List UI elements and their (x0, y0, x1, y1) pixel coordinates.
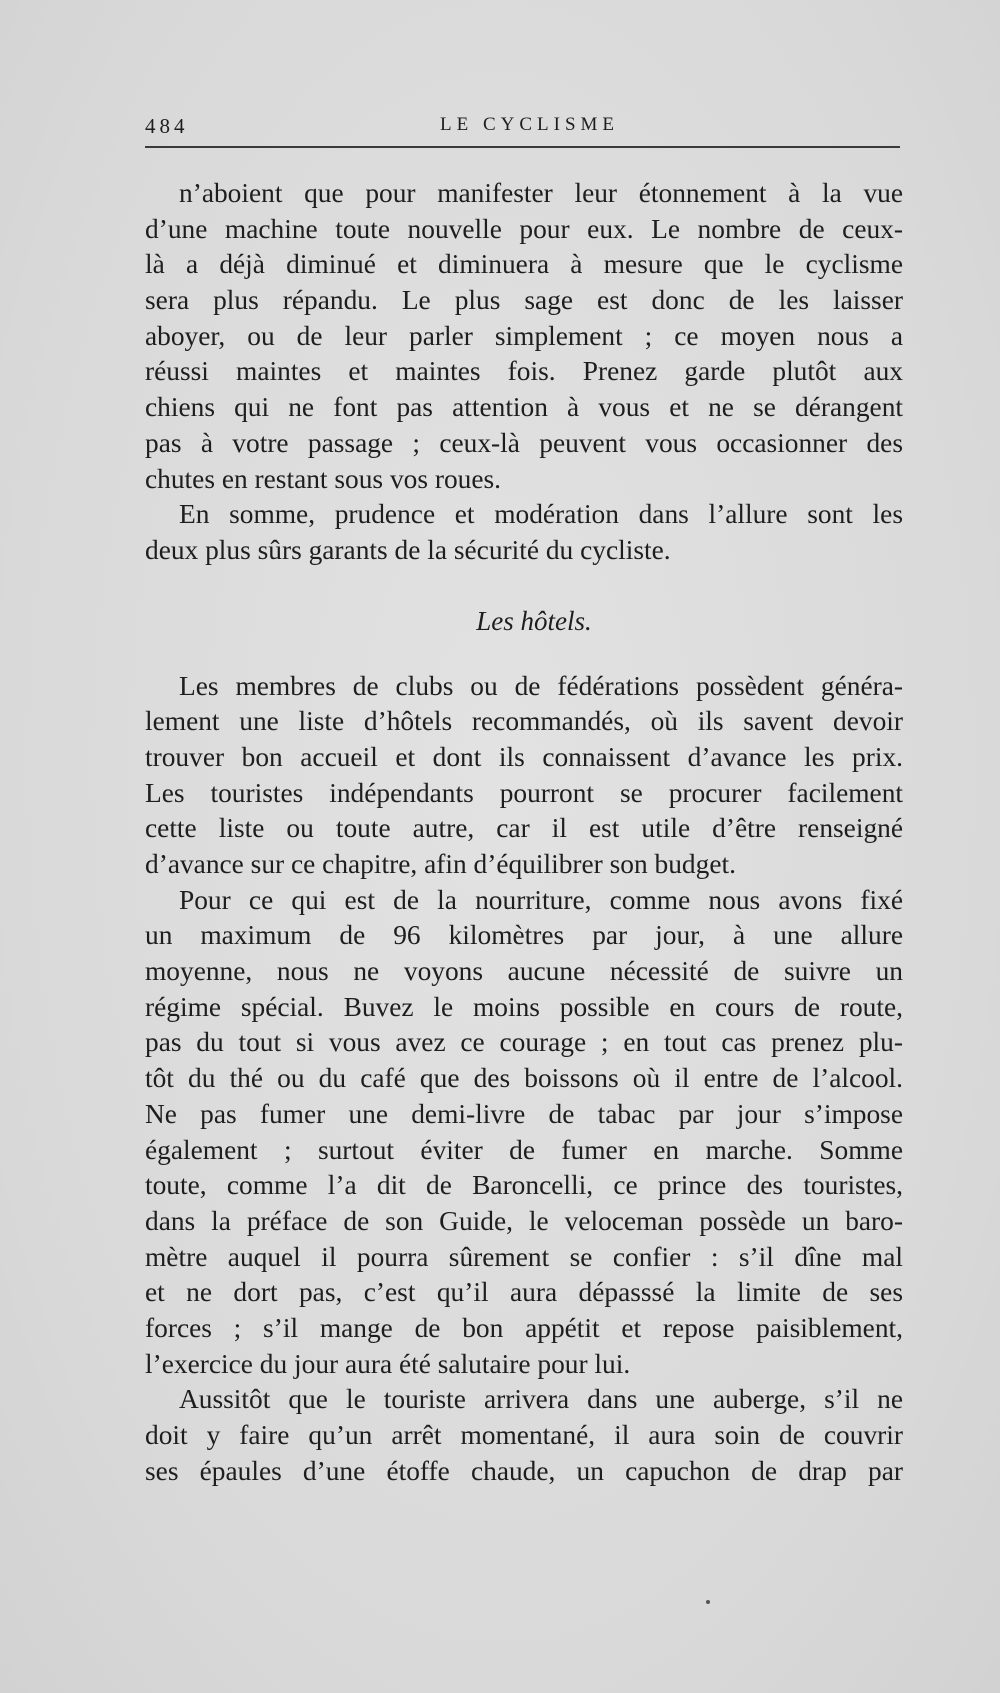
text-line: également ; surtout éviter de fumer en marche. Somme (145, 1134, 903, 1165)
text-line: dans la préface de son Guide, le veloceman possède un baro- (145, 1205, 903, 1236)
text-line: lement une liste d’hôtels recommandés, où ils savent devoir (145, 706, 903, 737)
text-line: En somme, prudence et modération dans l’allure sont les (179, 499, 903, 530)
text-line: mètre auquel il pourra sûrement se confier : s’il dîne mal (145, 1241, 903, 1272)
text-line: n’aboient que pour manifester leur étonnement à la vue (179, 178, 903, 208)
text-line: trouver bon accueil et dont ils connaissent d’avance les prix. (145, 741, 903, 772)
paragraph (145, 497, 903, 568)
paper-speck (706, 1600, 710, 1604)
text-line: Les touristes indépendants pourront se procurer facilement (145, 777, 903, 808)
paragraph (145, 669, 903, 883)
text-line: régime spécial. Buvez le moins possible en cours de route, (145, 991, 903, 1022)
text-line: pas du tout si vous avez ce courage ; en tout cas prenez plu- (145, 1027, 903, 1058)
text-line: moyenne, nous ne voyons aucune nécessité de suivre un (145, 956, 903, 987)
text-line: d’une machine toute nouvelle pour eux. Le nombre de ceux- (145, 213, 903, 244)
paragraph (145, 883, 903, 1383)
text-line: forces ; s’il mange de bon appétit et repose paisiblement, (145, 1312, 903, 1343)
text-line: pas à votre passage ; ceux-là peuvent vous occasionner des (145, 427, 903, 458)
text-line: deux plus sûrs garants de la sécurité du cycliste. (145, 534, 671, 565)
text-line: réussi maintes et maintes fois. Prenez garde plutôt aux (145, 356, 903, 387)
text-line: ses épaules d’une étoffe chaude, un capuchon de drap par (145, 1455, 903, 1486)
running-header (145, 114, 900, 148)
text-line: toute, comme l’a dit de Baroncelli, ce prince des touristes, (145, 1170, 903, 1201)
paragraph (145, 176, 903, 497)
paragraph (145, 1382, 903, 1489)
text-line: là a déjà diminué et diminuera à mesure que le cyclisme (145, 249, 903, 280)
text-line: Pour ce qui est de la nourriture, comme nous avons fixé (179, 884, 903, 915)
text-line: chutes en restant sous vos roues. (145, 463, 502, 494)
text-line: doit y faire qu’un arrêt momentané, il aura soin de couvrir (145, 1420, 903, 1450)
text-line: Aussitôt que le touriste arrivera dans une auberge, s’il ne (179, 1384, 903, 1415)
text-line: sera plus répandu. Le plus sage est donc de les laisser (145, 285, 903, 316)
text-line: d’avance sur ce chapitre, afin d’équilibrer son budget. (145, 849, 736, 879)
text-line: Ne pas fumer une demi-livre de tabac par jour s’impose (145, 1098, 903, 1129)
text-line: aboyer, ou de leur parler simplement ; ce moyen nous a (145, 320, 903, 351)
text-line: cette liste ou toute autre, car il est utile d’être renseigné (145, 813, 903, 844)
section-heading: Les hôtels. (476, 605, 592, 636)
page-number: 484 (145, 114, 189, 138)
text-line: l’exercice du jour aura été salutaire pour lui. (145, 1348, 631, 1379)
text-line: et ne dort pas, c’est qu’il aura dépasssé la limite de ses (145, 1277, 903, 1308)
body-text (145, 176, 903, 1489)
text-line: un maximum de 96 kilomètres par jour, à une allure (145, 920, 903, 951)
text-line: Les membres de clubs ou de fédérations possèdent généra- (179, 670, 903, 701)
text-line: tôt du thé ou du café que des boissons où il entre de l’alcool. (145, 1063, 903, 1094)
running-title: LE CYCLISME (440, 114, 620, 135)
text-line: chiens qui ne font pas attention à vous et ne se dérangent (145, 392, 903, 423)
